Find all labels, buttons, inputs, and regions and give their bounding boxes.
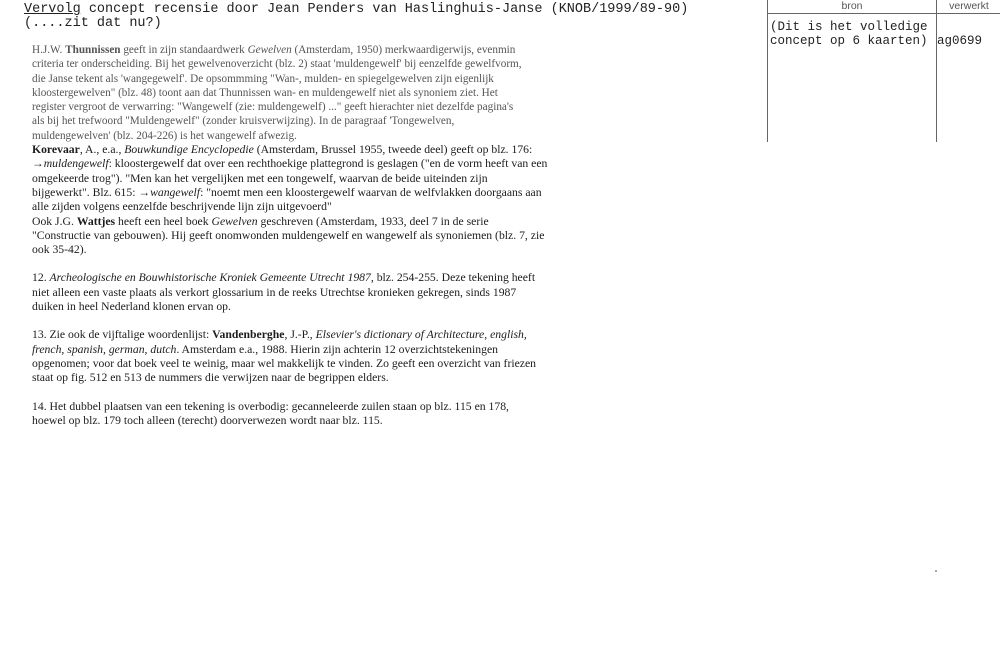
text-run: , A., e.a.,	[79, 143, 125, 157]
body-paragraph	[32, 215, 592, 258]
bron-note-line: (Dit is het volledige	[770, 20, 928, 34]
text-line	[32, 414, 592, 428]
author-name: Vandenberghe	[212, 328, 285, 342]
paragraph-gap	[32, 314, 592, 328]
text-line	[32, 371, 592, 385]
text-run: 14. Het dubbel plaatsen van een tekening is overbodig: gecanneleerde zuilen staan op blz. 115 en 178,	[32, 399, 509, 413]
text-run: alle zijden volgens eenzelfde beschrijvende lijn zijn uitgevoerd"	[32, 200, 332, 214]
text-run: niet alleen een vaste plaats als verkort glossarium in de reeks Utrechtse kronieken gekregen, sinds 1987	[32, 285, 517, 299]
text-line	[32, 215, 592, 229]
body-paragraph	[32, 43, 592, 143]
text-line	[32, 86, 592, 100]
header-title	[24, 2, 688, 17]
text-run: bijgewerkt". Blz. 615:	[32, 185, 139, 199]
body-paragraph	[32, 400, 592, 429]
title-italic: Bouwkundige Encyclopedie	[124, 143, 254, 157]
text-line	[32, 286, 592, 300]
text-line	[32, 186, 592, 200]
bron-note-line: concept op 6 kaarten)	[770, 34, 928, 48]
verwerkt-column-header: verwerkt	[949, 0, 989, 12]
text-run: hoewel op blz. 179 toch alleen (terecht) doorverwezen wordt naar blz. 115.	[32, 413, 383, 427]
text-run: 12.	[32, 271, 50, 285]
title-italic: french, spanish, german, dutch	[32, 342, 177, 356]
text-line	[32, 243, 592, 257]
text-run: : kloostergewelf dat over een rechthoekige plattegrond is geslagen ("en de vorm heeft van een	[108, 157, 548, 171]
text-run: die Janse tekent als 'wangegewelf'. De opsommming "Wan-, mulden- en spiegelgewelven zijn eigenlijk	[32, 72, 494, 85]
header-underlined-word: Vervolg	[24, 2, 81, 17]
text-line	[32, 300, 592, 314]
author-name: Korevaar	[32, 143, 80, 157]
text-line	[32, 57, 592, 71]
paragraph-gap	[32, 386, 592, 400]
text-line	[32, 72, 592, 86]
scan-speck	[935, 570, 937, 572]
text-line	[32, 343, 592, 357]
review-body	[32, 43, 592, 428]
text-run: ook 35-42).	[32, 243, 87, 257]
header-title-rest: concept recensie door Jean Penders van Haslinghuis-Janse (KNOB/1999/89-90)	[80, 2, 689, 17]
header-subtitle: (....zit dat nu?)	[24, 16, 162, 31]
bron-note	[770, 20, 928, 48]
text-run: 13. Zie ook de vijftalige woordenlijst:	[32, 328, 213, 342]
text-run: opgenomen; voor dat boek veel te weinig, maar wel makkelijk te vinden. Zo geeft een overzicht van friezen	[32, 356, 536, 370]
text-run: staat op fig. 512 en 513 de nummers die verwijzen naar de begrippen elders.	[32, 371, 389, 385]
title-italic: Archeologische en Bouwhistorische Kroniek Gemeente Utrecht 1987	[49, 271, 371, 285]
text-run: , J.-P.,	[284, 328, 316, 342]
title-italic: Elsevier's dictionary of Architecture, english,	[315, 328, 527, 342]
author-name: Wattjes	[76, 214, 116, 228]
text-line	[32, 100, 592, 114]
text-line	[32, 400, 592, 414]
text-run: H.J.W.	[32, 44, 66, 56]
text-run: →	[138, 185, 151, 199]
text-run: heeft een heel boek	[115, 214, 212, 228]
grid-header-rule	[768, 13, 1000, 14]
text-run: register vergroot de verwarring: "Wangewelf (zie: muldengewelf) ..." geeft hierachter niet dezelfde pagina's	[32, 101, 514, 114]
text-line	[32, 143, 592, 157]
text-run: . Amsterdam e.a., 1988. Hierin zijn achterin 12 overzichtstekeningen	[176, 342, 498, 356]
title-italic: Gewelven	[247, 44, 292, 56]
body-paragraph	[32, 271, 592, 314]
author-name: Thunnissen	[65, 44, 121, 56]
text-line	[32, 271, 592, 285]
text-run: omgekeerde trog"). "Men kan het vergelijken met een tongewelf, waarvan de beide uiteinden zijn	[32, 171, 488, 185]
text-line	[32, 328, 592, 342]
text-line	[32, 200, 592, 214]
text-run: →	[32, 157, 44, 171]
text-run: muldengewelven' (blz. 204-226) is het wangewelf afwezig.	[32, 129, 297, 142]
text-run: , blz. 254-255. Deze tekening heeft	[370, 271, 536, 285]
bron-column-header: bron	[841, 0, 863, 12]
text-run: Ook J.G.	[32, 214, 77, 228]
text-run: criteria ter onderscheiding. Bij het gewelvenoverzicht (blz. 2) staat 'muldengewelf' bij eenzelfde gewelfvorm,	[32, 58, 522, 71]
title-italic: wangewelf	[150, 185, 201, 199]
text-run: (Amsterdam, Brussel 1955, tweede deel) geeft op blz. 176:	[253, 143, 533, 157]
grid-column-divider	[936, 0, 937, 142]
text-run: "Constructie van gebouwen). Hij geeft onomwonden muldengewelf en wangewelf als synoniemen (blz. 7, zie	[32, 228, 545, 242]
verwerkt-code: ag0699	[937, 34, 983, 48]
text-line	[32, 172, 592, 186]
body-paragraph	[32, 328, 592, 385]
source-grid	[767, 0, 1000, 142]
text-run: duiken in heel Nederland klonen ervan op.	[32, 300, 231, 314]
text-run: als bij het trefwoord "Muldengewelf" (zonder kruisverwijzing). In de paragraaf 'Tongewelven,	[32, 115, 455, 128]
text-line	[32, 157, 592, 171]
text-run: (Amsterdam, 1950) merkwaardigerwijs, evenmin	[291, 44, 516, 56]
text-run: geschreven (Amsterdam, 1933, deel 7 in de serie	[257, 214, 489, 228]
text-run: : "noemt men een kloostergewelf waarvan de welfvlakken doorgaans aan	[200, 185, 542, 199]
text-line	[32, 43, 592, 57]
text-line	[32, 129, 592, 143]
text-run: geeft in zijn standaardwerk	[120, 44, 248, 56]
body-paragraph	[32, 143, 592, 214]
title-italic: muldengewelf	[43, 157, 109, 171]
text-line	[32, 114, 592, 128]
paragraph-gap	[32, 257, 592, 271]
title-italic: Gewelven	[211, 214, 258, 228]
text-line	[32, 357, 592, 371]
text-run: kloostergewelven" (blz. 48) toont aan dat Thunnissen wan- en muldengewelf niet als synoniem ziet. Het	[32, 86, 498, 99]
text-line	[32, 229, 592, 243]
